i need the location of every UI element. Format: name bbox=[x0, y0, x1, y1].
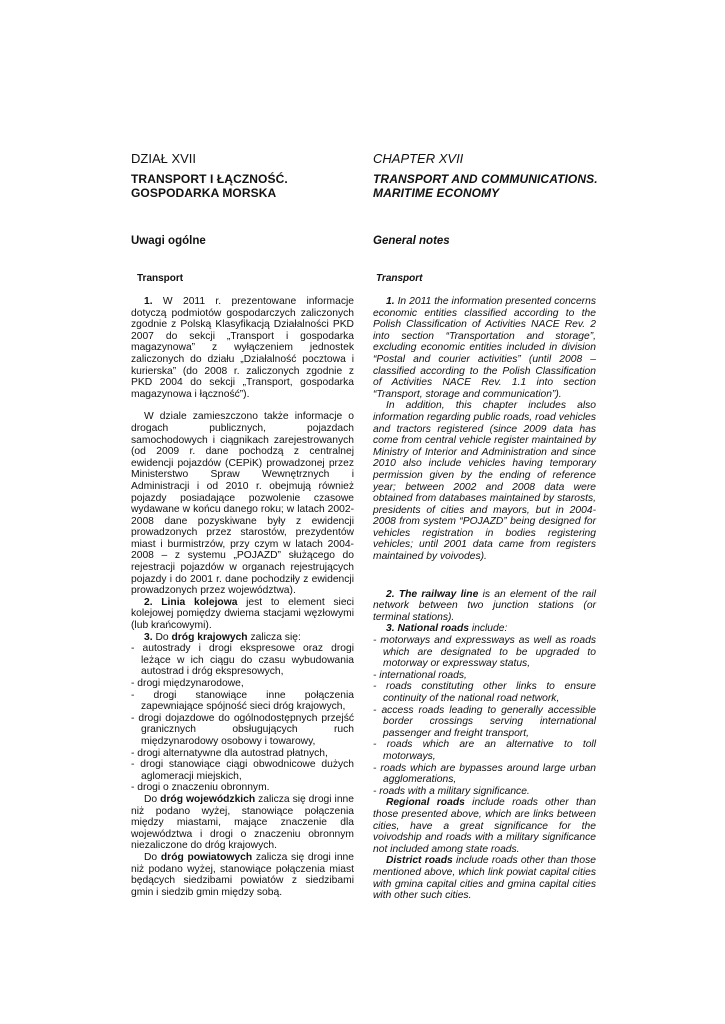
chapter-title-line1: TRANSPORT I ŁĄCZNOŚĆ. bbox=[131, 172, 288, 186]
paragraph-5-en bbox=[373, 797, 596, 855]
paragraph-5-en-text: include roads other than those presented above, which are links between cities, have a great significance for the voivodship and roads with a military significance not included among state roads. bbox=[373, 797, 596, 855]
chapter-title-en-line2: MARITIME ECONOMY bbox=[373, 186, 500, 200]
list-item: - motorways and expressways as well as roads which are designated to be upgraded to motorway or expressway status, bbox=[373, 635, 596, 670]
chapter-title-line2: GOSPODARKA MORSKA bbox=[131, 186, 277, 200]
list-item: - autostrady i drogi ekspresowe oraz drogi leżące w ich ciągu do czasu wybudowania autostrad i dróg ekspresowych, bbox=[131, 643, 354, 678]
paragraph-3-term: 2. Linia kolejowa bbox=[144, 596, 238, 608]
list-item: - drogi stanowiące ciągi obwodnicowe dużych aglomeracji miejskich, bbox=[131, 759, 354, 782]
paragraph-6-en-text: include roads other than those mentioned above, which link powiat capital cities with gmina capital cities and gmina capital cities with other such cities. bbox=[373, 855, 596, 902]
chapter-title-en bbox=[373, 172, 598, 200]
list-item: - access roads leading to generally accessible border crossings serving international passenger and freight transport, bbox=[373, 704, 596, 739]
paragraph-6-term: dróg powiatowych bbox=[160, 851, 253, 863]
list-item: - drogi dojazdowe do ogólnodostępnych przejść granicznych obsługujących ruch międzynarodowy osobowy i towarowy, bbox=[131, 712, 354, 747]
paragraph-5-term: dróg wojewódzkich bbox=[160, 793, 256, 805]
general-notes-heading-en: General notes bbox=[373, 235, 450, 247]
paragraph-5 bbox=[131, 794, 354, 852]
general-notes-heading: Uwagi ogólne bbox=[131, 235, 206, 247]
paragraph-4-text: zalicza się: bbox=[247, 631, 301, 643]
list-item: - drogi stanowiące inne połączenia zapewniające spójność sieci dróg krajowych, bbox=[131, 689, 354, 713]
paragraph-6-pre: Do bbox=[144, 851, 161, 863]
national-roads-list-en bbox=[373, 635, 596, 797]
paragraph-6-en bbox=[373, 855, 596, 901]
paragraph-4-pre: Do bbox=[152, 631, 172, 643]
paragraph-4-en bbox=[373, 623, 596, 635]
paragraph-5-en-term: Regional roads bbox=[386, 797, 465, 809]
list-item: - drogi o znaczeniu obronnym. bbox=[131, 782, 270, 794]
list-item: - drogi międzynarodowe, bbox=[131, 678, 244, 689]
paragraph-3-en-text: is an element of the rail network between two junction stations (or terminal stations). bbox=[373, 588, 596, 623]
paragraph-3-text: jest to element sieci kolejowej pomiędzy dwiema stacjami węzłowymi (lub krańcowymi). bbox=[131, 596, 354, 632]
paragraph-6-en-term: District roads bbox=[386, 855, 453, 867]
paragraph-6-text: zalicza się drogi inne niż podano wyżej, stanowiące połączenia miast będących siedzibami powiatów z siedzibami gmin i siedzib gmin między sobą. bbox=[131, 851, 355, 898]
chapter-title bbox=[131, 172, 288, 200]
paragraph-5-text: zalicza się drogi inne niż podano wyżej, stanowiące połączenia między miastami, mające znaczenie dla województwa i drogi o znaczeniu obronnym niezaliczone do dróg krajowych. bbox=[131, 793, 354, 852]
paragraph-3 bbox=[131, 597, 354, 632]
list-item: - drogi alternatywne dla autostrad płatnych, bbox=[131, 747, 328, 759]
paragraph-1-en-number: 1. bbox=[386, 296, 395, 307]
list-item: - roads which are bypasses around large urban agglomerations, bbox=[373, 762, 596, 786]
paragraph-3-en-term: 2. The railway line bbox=[386, 588, 479, 600]
paragraph-4 bbox=[131, 632, 354, 644]
paragraph-1-text: W 2011 r. prezentowane informacje dotyczą podmiotów gospodarczych zaliczonych zgodnie z Polską Klasyfikacją Działalności PKD 2007 do sekcji „Transport i gospodarka magazynowa” z wyłączeniem jednostek zaliczonych do działu „Działalność pocztowa i kurierska” (do 2008 r. zaliczonych zgodnie z PKD 2004 do sekcji „Transport, gospodarka magazynowa i łączność”). bbox=[131, 296, 354, 400]
paragraph-4-term: dróg krajowych bbox=[171, 631, 248, 643]
paragraph-5-pre: Do bbox=[144, 793, 161, 805]
list-item: - roads with a military significance. bbox=[373, 785, 530, 797]
list-item: - roads which are an alternative to toll motorways, bbox=[373, 739, 596, 762]
list-item: - international roads, bbox=[373, 669, 467, 681]
national-roads-list bbox=[131, 643, 354, 794]
chapter-title-en-line1: TRANSPORT AND COMMUNICATIONS. bbox=[373, 172, 598, 186]
paragraph-6 bbox=[131, 852, 354, 898]
paragraph-4-number: 3. bbox=[144, 631, 153, 643]
paragraph-1-number: 1. bbox=[144, 296, 153, 307]
right-column bbox=[373, 296, 596, 902]
paragraph-4-en-term: 3. National roads bbox=[386, 623, 469, 635]
chapter-label: DZIAŁ XVII bbox=[131, 151, 197, 166]
paragraph-1 bbox=[131, 296, 354, 400]
paragraph-1-en bbox=[373, 296, 596, 400]
paragraph-3-en bbox=[373, 589, 596, 624]
list-item: - roads constituting other links to ensure continuity of the national road network, bbox=[373, 681, 596, 704]
paragraph-1-en-text: In 2011 the information presented concerns economic entities classified according to the Polish Classification of Activities NACE Rev. 2 into section “Transportation and storage”, excluding economic entities included in division “Postal and courier activities” (until 2008 – classified according to the Polish Classification of Activities NACE Rev. 1.1 into section “Transport, storage and communication”). bbox=[373, 296, 596, 400]
section-heading-en: Transport bbox=[376, 273, 423, 284]
paragraph-2-en: In addition, this chapter includes also information regarding public roads, road vehicles and tractors registered (since 2009 data has come from central vehicle register maintained by Ministry of Interior and Administration and since 2010 also include vehicles having temporary permission given by the ending of reference year; between 2002 and 2008 data were obtained from databases maintained by starosts, presidents of cities and mayors, but in 2004-2008 from system “POJAZD” being designed for vehicles registration in bodies registering vehicles; until 2001 data came from registers maintained by voivodes). bbox=[373, 400, 596, 563]
left-column bbox=[131, 296, 354, 898]
paragraph-4-en-text: include: bbox=[468, 623, 508, 635]
paragraph-2: W dziale zamieszczono także informacje o drogach publicznych, pojazdach samochodowych i ciągnikach zarejestrowanych (od 2009 r. dane pochodzą z centralnej ewidencji pojazdów (CEPiK) prowadzonej przez Ministerstwo Spraw Wewnętrznych i Administracji i od 2010 r. obejmują również pojazdy posiadające pozwolenie czasowe wydawane w końcu danego roku; w latach 2002-2008 dane pozyskiwane były z ewidencji prowadzonych przez starostów, prezydentów miast i burmistrzów, przy czym w latach 2004-2008 – z systemu „POJAZD” służącego do rejestracji pojazdów w organach rejestrujących pojazdy i do 2001 r. dane pochodziły z ewidencji prowadzonych przez województwa). bbox=[131, 411, 354, 597]
section-heading: Transport bbox=[137, 273, 184, 284]
chapter-label-en: CHAPTER XVII bbox=[373, 151, 464, 166]
